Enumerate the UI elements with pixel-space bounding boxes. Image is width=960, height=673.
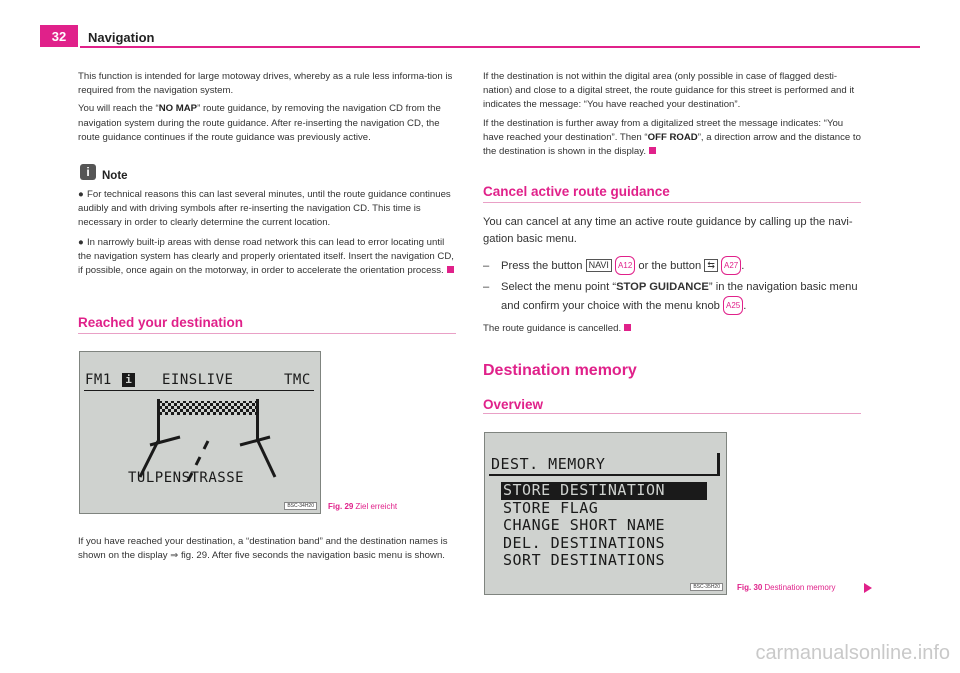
bullet-text: In narrowly built-ip areas with dense road network this can lead to error locating until the navigation system has clearly and properly orientated itself. Insert the navigation CD, if possible, once again on the motorway, in order to accelerate the orientation process. xyxy=(78,237,454,277)
lcd-menu-item[interactable]: STORE FLAG xyxy=(503,498,599,517)
paragraph-off-road xyxy=(483,117,863,160)
text: The route guidance is cancelled. xyxy=(483,323,622,334)
ref-a25: A25 xyxy=(723,296,743,315)
figure-number: Fig. 29 xyxy=(328,502,354,511)
lcd-menu-item-selected[interactable]: STORE DESTINATION xyxy=(501,482,707,500)
lcd-title-underline xyxy=(489,474,719,476)
lcd-menu-item[interactable]: SORT DESTINATIONS xyxy=(503,551,666,569)
figure-30-caption xyxy=(737,583,835,592)
lcd-menu-item[interactable]: CHANGE SHORT NAME xyxy=(503,516,666,534)
lcd-street-name: TULPENSTRASSE xyxy=(128,470,245,486)
lcd-divider xyxy=(84,390,314,391)
ref-a27: A27 xyxy=(721,256,741,275)
info-icon: i xyxy=(122,373,135,387)
stop-guidance-term: STOP GUIDANCE xyxy=(616,281,709,293)
text: ” route guidance, by removing the navigation CD from the navigation system during the route guidance. After re-inserting the navigation CD, the route guidance continues if the route guidance was previously active. xyxy=(78,103,441,143)
section-title: Navigation xyxy=(88,30,155,45)
end-mark-icon xyxy=(447,266,454,273)
navi-key: NAVI xyxy=(586,259,612,272)
lcd-menu-list xyxy=(503,482,707,570)
text: or the button xyxy=(638,260,702,272)
heading-destination-memory: Destination memory xyxy=(483,362,637,379)
image-code: BSC-34H20 xyxy=(284,502,317,510)
route-button-icon: ⇆ xyxy=(704,259,718,272)
figure-number: Fig. 30 xyxy=(737,583,763,592)
text: Select the menu point “ xyxy=(501,281,617,293)
text: If the destination is further away from a digitalized street the message indicates: “You have reached your destination”. Then “ xyxy=(483,117,844,143)
lcd-tmc: TMC xyxy=(284,372,311,388)
figure-title: Destination memory xyxy=(764,583,836,592)
text: You will reach the “ xyxy=(78,103,159,115)
page-number: 32 xyxy=(40,25,78,47)
no-map-term: NO MAP xyxy=(158,103,198,115)
ref-a12: A12 xyxy=(615,256,635,275)
note-bullet-2: ● In narrowly built-ip areas with dense road network this can lead to error locating until the navigation system has clearly and properly orientated itself. Insert the navigation CD, if possible, once again on the motorway, in order to accelerate the orientation process. xyxy=(78,237,454,277)
figure-29-screen xyxy=(79,351,321,514)
header-rule xyxy=(80,46,920,48)
heading-rule xyxy=(483,413,861,414)
end-mark-icon xyxy=(624,324,631,331)
lcd-status-left: FM1 xyxy=(85,372,112,388)
next-page-arrow-icon xyxy=(864,583,872,593)
cancel-intro: You can cancel at any time an active route guidance by calling up the navi-gation basic menu. xyxy=(483,216,853,245)
note-title: Note xyxy=(102,170,128,182)
heading-rule xyxy=(483,202,861,203)
paragraph-no-map xyxy=(78,102,458,145)
image-code: BSC-35H20 xyxy=(690,583,723,591)
watermark: carmanualsonline.info xyxy=(755,642,950,664)
end-mark-icon xyxy=(649,147,656,154)
lcd-station: EINSLIVE xyxy=(162,372,234,388)
paragraph: If the destination is not within the digital area (only possible in case of flagged desti-nation) and close to a digital street, the route guidance for this street is performed and it indicates the message: “You have reached your destination”. xyxy=(483,71,855,111)
lcd-title-edge xyxy=(717,453,720,476)
heading-cancel: Cancel active route guidance xyxy=(483,184,670,199)
heading-overview: Overview xyxy=(483,397,544,412)
lcd-menu-item[interactable]: DEL. DESTINATIONS xyxy=(503,533,666,552)
step-2: – Select the menu point “STOP GUIDANCE” in the navigation basic menu and confirm your choice with the menu knob A25 . xyxy=(483,279,863,315)
right-intro xyxy=(483,70,863,159)
note-bullet-1: ● For technical reasons this can last several minutes, until the route guidance continues audibly and with driving symbols after re-inserting the navigation CD. This time is necessary in order to clearly determine the current location. xyxy=(78,189,451,229)
note-icon: i xyxy=(80,164,96,180)
lcd-menu-title: DEST. MEMORY xyxy=(491,455,606,473)
bullet-text: For technical reasons this can last several minutes, until the route guidance continues audibly and with driving symbols after re-inserting the navigation CD. This time is necessary in order to clearly determine the current location. xyxy=(78,189,451,229)
off-road-term: OFF ROAD xyxy=(647,131,698,143)
cancelled-text xyxy=(483,322,631,336)
figure-title: Ziel erreicht xyxy=(355,502,398,511)
reached-paragraph: If you have reached your destination, a “destination band” and the destination names is shown on the display ⇒ fig. 29. After five seconds the navigation basic menu is shown. xyxy=(78,536,448,562)
step-1: – Press the button NAVI A12 or the button ⇆ A27 . xyxy=(483,256,863,275)
figure-30-screen xyxy=(484,432,727,595)
left-intro xyxy=(78,70,458,145)
figure-29-caption xyxy=(328,502,397,511)
heading-rule xyxy=(78,333,456,334)
text: Press the button xyxy=(501,260,583,272)
heading-reached: Reached your destination xyxy=(78,315,244,330)
text: ” in the navigation basic menu and confirm your choice with the menu knob xyxy=(501,281,858,312)
reached-paragraph-wrap xyxy=(78,535,458,563)
text: ”, a direction arrow and the distance to the destination is shown in the display. xyxy=(483,131,861,158)
paragraph: This function is intended for large motoway drives, whereby as a rule less informa-tion is required from the navigation system. xyxy=(78,71,453,97)
